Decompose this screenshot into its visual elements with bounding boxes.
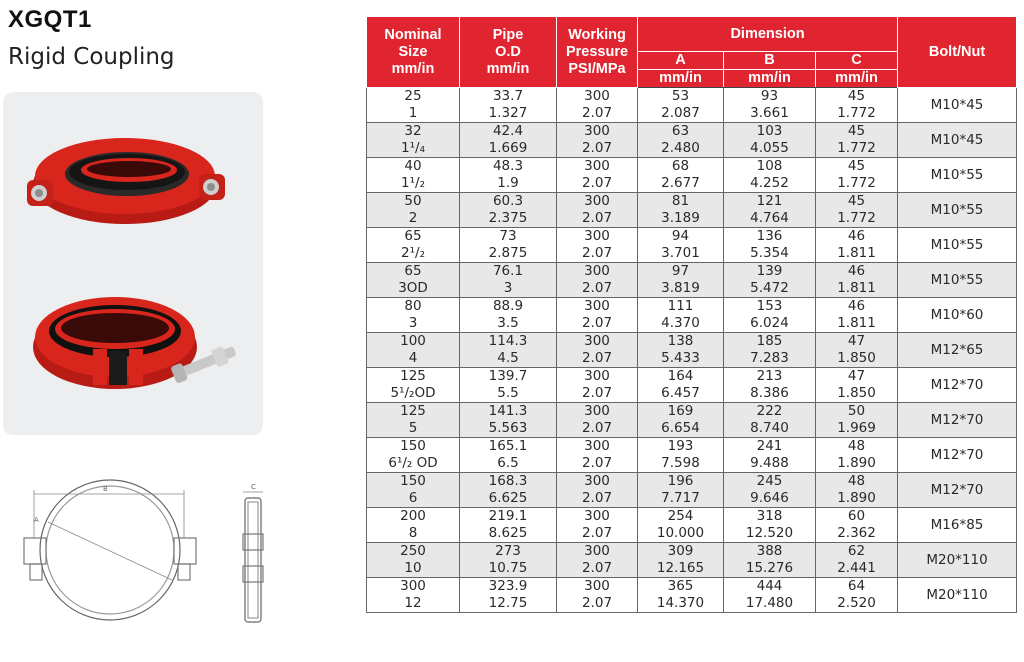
pressure-mm-cell: 300 <box>557 298 638 316</box>
table-row <box>367 403 1017 421</box>
bolt-nut-cell: M10*55 <box>898 228 1017 263</box>
pipe-od-in-cell: 6.625 <box>460 490 557 508</box>
pipe-od-mm-cell: 114.3 <box>460 333 557 351</box>
table-row <box>367 88 1017 106</box>
nominal-size-mm-cell: 300 <box>367 578 460 596</box>
dimension-c-in-cell: 1.772 <box>816 175 898 193</box>
dimension-b-unit: mm/in <box>724 70 816 88</box>
dimension-a-in-cell: 10.000 <box>638 525 724 543</box>
pressure-mm-cell: 300 <box>557 473 638 491</box>
dimension-a-in-cell: 3.819 <box>638 280 724 298</box>
dimension-c-in-cell: 1.772 <box>816 210 898 228</box>
nominal-size-mm-cell: 65 <box>367 228 460 246</box>
table-row <box>367 158 1017 176</box>
dimension-b-mm-cell: 241 <box>724 438 816 456</box>
dimension-c-mm-cell: 45 <box>816 193 898 211</box>
nominal-size-mm-cell: 80 <box>367 298 460 316</box>
pipe-od-mm-cell: 60.3 <box>460 193 557 211</box>
pressure-in-cell: 2.07 <box>557 350 638 368</box>
nominal-size-in-cell: 8 <box>367 525 460 543</box>
dimension-b-mm-cell: 93 <box>724 88 816 106</box>
bolt-nut-cell: M10*55 <box>898 158 1017 193</box>
pipe-od-mm-cell: 273 <box>460 543 557 561</box>
dimension-c-mm-cell: 45 <box>816 158 898 176</box>
dimension-b-in-cell: 5.354 <box>724 245 816 263</box>
pressure-in-cell: 2.07 <box>557 105 638 123</box>
table-row <box>367 543 1017 561</box>
dimension-c-header: C <box>816 52 898 70</box>
dimension-a-in-cell: 3.701 <box>638 245 724 263</box>
dimension-c-in-cell: 1.850 <box>816 350 898 368</box>
nominal-size-in-cell: 3OD <box>367 280 460 298</box>
dimension-b-mm-cell: 136 <box>724 228 816 246</box>
spec-table-header <box>367 17 1017 88</box>
table-row <box>367 263 1017 281</box>
dimension-a-in-cell: 12.165 <box>638 560 724 578</box>
dimension-b-mm-cell: 185 <box>724 333 816 351</box>
nominal-size-mm-cell: 40 <box>367 158 460 176</box>
dimension-b-in-cell: 9.646 <box>724 490 816 508</box>
dimension-c-mm-cell: 64 <box>816 578 898 596</box>
pipe-od-header: Pipe O.D mm/in <box>460 17 557 88</box>
table-row <box>367 228 1017 246</box>
dimension-b-mm-cell: 444 <box>724 578 816 596</box>
dimension-b-in-cell: 7.283 <box>724 350 816 368</box>
pressure-in-cell: 2.07 <box>557 245 638 263</box>
pipe-od-mm-cell: 165.1 <box>460 438 557 456</box>
nominal-size-mm-cell: 150 <box>367 438 460 456</box>
nominal-size-in-cell: 2 <box>367 210 460 228</box>
nominal-size-in-cell: 1¹/₂ <box>367 175 460 193</box>
dimension-b-in-cell: 8.740 <box>724 420 816 438</box>
pressure-in-cell: 2.07 <box>557 490 638 508</box>
pressure-mm-cell: 300 <box>557 193 638 211</box>
nominal-size-mm-cell: 150 <box>367 473 460 491</box>
dimension-b-header: B <box>724 52 816 70</box>
bolt-nut-cell: M10*55 <box>898 263 1017 298</box>
coupling-photo <box>3 92 263 435</box>
bolt-nut-cell: M16*85 <box>898 508 1017 543</box>
table-row <box>367 193 1017 211</box>
dimension-b-mm-cell: 121 <box>724 193 816 211</box>
pressure-mm-cell: 300 <box>557 578 638 596</box>
front-view-drawing <box>24 480 196 620</box>
dimension-b-mm-cell: 139 <box>724 263 816 281</box>
spec-table <box>366 16 1017 613</box>
dimension-a-in-cell: 4.370 <box>638 315 724 333</box>
dimension-c-in-cell: 1.772 <box>816 140 898 158</box>
dimension-a-mm-cell: 53 <box>638 88 724 106</box>
dimension-a-in-cell: 7.717 <box>638 490 724 508</box>
bolt-nut-cell: M10*45 <box>898 123 1017 158</box>
pipe-od-mm-cell: 48.3 <box>460 158 557 176</box>
dimension-b-mm-cell: 213 <box>724 368 816 386</box>
pressure-mm-cell: 300 <box>557 543 638 561</box>
dimension-a-mm-cell: 111 <box>638 298 724 316</box>
pressure-mm-cell: 300 <box>557 368 638 386</box>
table-row <box>367 508 1017 526</box>
dimension-b-in-cell: 12.520 <box>724 525 816 543</box>
nominal-size-mm-cell: 100 <box>367 333 460 351</box>
pipe-od-mm-cell: 73 <box>460 228 557 246</box>
dimension-a-in-cell: 6.457 <box>638 385 724 403</box>
nominal-size-mm-cell: 32 <box>367 123 460 141</box>
dimension-c-in-cell: 1.772 <box>816 105 898 123</box>
dimension-b-mm-cell: 222 <box>724 403 816 421</box>
dimension-a-in-cell: 6.654 <box>638 420 724 438</box>
dimension-a-mm-cell: 254 <box>638 508 724 526</box>
nominal-size-in-cell: 1¹/₄ <box>367 140 460 158</box>
dimension-a-mm-cell: 94 <box>638 228 724 246</box>
pressure-mm-cell: 300 <box>557 228 638 246</box>
dimension-a-unit: mm/in <box>638 70 724 88</box>
pipe-od-mm-cell: 323.9 <box>460 578 557 596</box>
nominal-size-mm-cell: 125 <box>367 368 460 386</box>
dimension-b-mm-cell: 108 <box>724 158 816 176</box>
nominal-size-in-cell: 6 <box>367 490 460 508</box>
pressure-mm-cell: 300 <box>557 88 638 106</box>
dimension-c-in-cell: 1.969 <box>816 420 898 438</box>
dimension-a-in-cell: 14.370 <box>638 595 724 613</box>
dimension-b-in-cell: 4.055 <box>724 140 816 158</box>
bolt-nut-cell: M20*110 <box>898 578 1017 613</box>
dimension-a-mm-cell: 164 <box>638 368 724 386</box>
table-row <box>367 438 1017 456</box>
dimension-b-mm-cell: 388 <box>724 543 816 561</box>
dimension-b-mm-cell: 318 <box>724 508 816 526</box>
dimension-c-mm-cell: 46 <box>816 263 898 281</box>
nominal-size-header: Nominal Size mm/in <box>367 17 460 88</box>
dimension-c-unit: mm/in <box>816 70 898 88</box>
pressure-mm-cell: 300 <box>557 508 638 526</box>
pressure-mm-cell: 300 <box>557 123 638 141</box>
pressure-in-cell: 2.07 <box>557 210 638 228</box>
side-view-drawing <box>243 492 263 622</box>
product-photo-panel <box>3 92 263 435</box>
dimension-b-mm-cell: 245 <box>724 473 816 491</box>
nominal-size-mm-cell: 125 <box>367 403 460 421</box>
bolt-nut-cell: M10*45 <box>898 88 1017 123</box>
dimension-b-in-cell: 17.480 <box>724 595 816 613</box>
pressure-mm-cell: 300 <box>557 438 638 456</box>
dimension-c-mm-cell: 48 <box>816 473 898 491</box>
dimension-a-in-cell: 2.677 <box>638 175 724 193</box>
nominal-size-in-cell: 12 <box>367 595 460 613</box>
nominal-size-in-cell: 5 <box>367 420 460 438</box>
dimension-c-mm-cell: 48 <box>816 438 898 456</box>
table-row <box>367 298 1017 316</box>
dimension-header: Dimension <box>638 17 898 52</box>
dimension-a-in-cell: 2.480 <box>638 140 724 158</box>
dimension-c-mm-cell: 45 <box>816 88 898 106</box>
dimension-b-in-cell: 3.661 <box>724 105 816 123</box>
pipe-od-in-cell: 5.5 <box>460 385 557 403</box>
nominal-size-in-cell: 6¹/₂ OD <box>367 455 460 473</box>
pressure-in-cell: 2.07 <box>557 560 638 578</box>
nominal-size-in-cell: 3 <box>367 315 460 333</box>
dimension-b-in-cell: 4.252 <box>724 175 816 193</box>
product-code: XGQT1 <box>8 6 92 33</box>
dimension-a-mm-cell: 193 <box>638 438 724 456</box>
dimension-a-mm-cell: 81 <box>638 193 724 211</box>
pipe-od-mm-cell: 219.1 <box>460 508 557 526</box>
dimension-c-in-cell: 2.362 <box>816 525 898 543</box>
dimension-c-mm-cell: 46 <box>816 298 898 316</box>
pipe-od-in-cell: 10.75 <box>460 560 557 578</box>
dimension-b-in-cell: 9.488 <box>724 455 816 473</box>
bolt-nut-cell: M12*70 <box>898 403 1017 438</box>
pressure-in-cell: 2.07 <box>557 140 638 158</box>
dimension-c-in-cell: 2.520 <box>816 595 898 613</box>
pipe-od-in-cell: 2.875 <box>460 245 557 263</box>
pipe-od-in-cell: 1.9 <box>460 175 557 193</box>
dimension-a-in-cell: 5.433 <box>638 350 724 368</box>
table-row <box>367 473 1017 491</box>
pressure-mm-cell: 300 <box>557 333 638 351</box>
dimension-b-in-cell: 4.764 <box>724 210 816 228</box>
dimension-a-mm-cell: 63 <box>638 123 724 141</box>
dimension-label-c: C <box>251 483 256 491</box>
dimension-label-a: A <box>34 516 39 524</box>
pipe-od-in-cell: 3.5 <box>460 315 557 333</box>
dimension-a-mm-cell: 138 <box>638 333 724 351</box>
dimension-b-in-cell: 6.024 <box>724 315 816 333</box>
nominal-size-mm-cell: 25 <box>367 88 460 106</box>
spec-table-body <box>367 88 1017 613</box>
pipe-od-in-cell: 2.375 <box>460 210 557 228</box>
working-pressure-header: Working Pressure PSI/MPa <box>557 17 638 88</box>
table-row <box>367 578 1017 596</box>
dimension-a-mm-cell: 169 <box>638 403 724 421</box>
dimension-drawing <box>0 478 300 638</box>
dimension-c-mm-cell: 46 <box>816 228 898 246</box>
pipe-od-mm-cell: 168.3 <box>460 473 557 491</box>
dimension-a-in-cell: 3.189 <box>638 210 724 228</box>
pipe-od-in-cell: 12.75 <box>460 595 557 613</box>
pipe-od-in-cell: 3 <box>460 280 557 298</box>
pipe-od-in-cell: 4.5 <box>460 350 557 368</box>
nominal-size-in-cell: 10 <box>367 560 460 578</box>
dimension-c-in-cell: 2.441 <box>816 560 898 578</box>
dimension-c-in-cell: 1.890 <box>816 490 898 508</box>
pressure-mm-cell: 300 <box>557 158 638 176</box>
pressure-mm-cell: 300 <box>557 263 638 281</box>
bolt-nut-cell: M12*70 <box>898 438 1017 473</box>
dimension-b-in-cell: 5.472 <box>724 280 816 298</box>
pressure-in-cell: 2.07 <box>557 595 638 613</box>
dimension-c-in-cell: 1.890 <box>816 455 898 473</box>
pipe-od-in-cell: 1.327 <box>460 105 557 123</box>
dimension-c-in-cell: 1.850 <box>816 385 898 403</box>
pressure-in-cell: 2.07 <box>557 525 638 543</box>
dimension-a-mm-cell: 309 <box>638 543 724 561</box>
nominal-size-in-cell: 4 <box>367 350 460 368</box>
dimension-c-mm-cell: 47 <box>816 368 898 386</box>
pipe-od-mm-cell: 33.7 <box>460 88 557 106</box>
pipe-od-in-cell: 1.669 <box>460 140 557 158</box>
pipe-od-mm-cell: 42.4 <box>460 123 557 141</box>
dimension-b-in-cell: 15.276 <box>724 560 816 578</box>
pressure-in-cell: 2.07 <box>557 420 638 438</box>
coupling-closed-image <box>27 138 225 224</box>
nominal-size-mm-cell: 65 <box>367 263 460 281</box>
dimension-a-mm-cell: 68 <box>638 158 724 176</box>
pipe-od-mm-cell: 88.9 <box>460 298 557 316</box>
pipe-od-mm-cell: 76.1 <box>460 263 557 281</box>
dimension-b-mm-cell: 153 <box>724 298 816 316</box>
dimension-c-in-cell: 1.811 <box>816 315 898 333</box>
dimension-c-in-cell: 1.811 <box>816 280 898 298</box>
product-name: Rigid Coupling <box>8 44 175 70</box>
nominal-size-in-cell: 5¹/₂OD <box>367 385 460 403</box>
dimension-c-mm-cell: 50 <box>816 403 898 421</box>
bolt-nut-cell: M10*60 <box>898 298 1017 333</box>
bolt-nut-cell: M12*65 <box>898 333 1017 368</box>
dimension-c-mm-cell: 47 <box>816 333 898 351</box>
dimension-a-in-cell: 2.087 <box>638 105 724 123</box>
dimension-a-mm-cell: 365 <box>638 578 724 596</box>
pressure-in-cell: 2.07 <box>557 175 638 193</box>
pressure-in-cell: 2.07 <box>557 280 638 298</box>
pipe-od-in-cell: 8.625 <box>460 525 557 543</box>
pipe-od-in-cell: 6.5 <box>460 455 557 473</box>
dimension-a-mm-cell: 196 <box>638 473 724 491</box>
pressure-in-cell: 2.07 <box>557 385 638 403</box>
dimension-a-in-cell: 7.598 <box>638 455 724 473</box>
dimension-b-mm-cell: 103 <box>724 123 816 141</box>
pressure-in-cell: 2.07 <box>557 315 638 333</box>
nominal-size-in-cell: 2¹/₂ <box>367 245 460 263</box>
bolt-nut-cell: M12*70 <box>898 473 1017 508</box>
pressure-mm-cell: 300 <box>557 403 638 421</box>
bolt-nut-header: Bolt/Nut <box>898 17 1017 88</box>
dimension-c-mm-cell: 60 <box>816 508 898 526</box>
dimension-b-in-cell: 8.386 <box>724 385 816 403</box>
pipe-od-in-cell: 5.563 <box>460 420 557 438</box>
pipe-od-mm-cell: 141.3 <box>460 403 557 421</box>
dimension-a-header: A <box>638 52 724 70</box>
table-row <box>367 123 1017 141</box>
bolt-nut-cell: M10*55 <box>898 193 1017 228</box>
dimension-c-mm-cell: 45 <box>816 123 898 141</box>
nominal-size-mm-cell: 50 <box>367 193 460 211</box>
pressure-in-cell: 2.07 <box>557 455 638 473</box>
nominal-size-mm-cell: 200 <box>367 508 460 526</box>
pipe-od-mm-cell: 139.7 <box>460 368 557 386</box>
nominal-size-mm-cell: 250 <box>367 543 460 561</box>
nominal-size-in-cell: 1 <box>367 105 460 123</box>
table-row <box>367 333 1017 351</box>
table-row <box>367 368 1017 386</box>
dimension-c-in-cell: 1.811 <box>816 245 898 263</box>
dimension-a-mm-cell: 97 <box>638 263 724 281</box>
dimension-label-b: B <box>103 485 108 493</box>
bolt-nut-cell: M20*110 <box>898 543 1017 578</box>
coupling-open-image <box>33 297 238 389</box>
dimension-c-mm-cell: 62 <box>816 543 898 561</box>
bolt-nut-cell: M12*70 <box>898 368 1017 403</box>
